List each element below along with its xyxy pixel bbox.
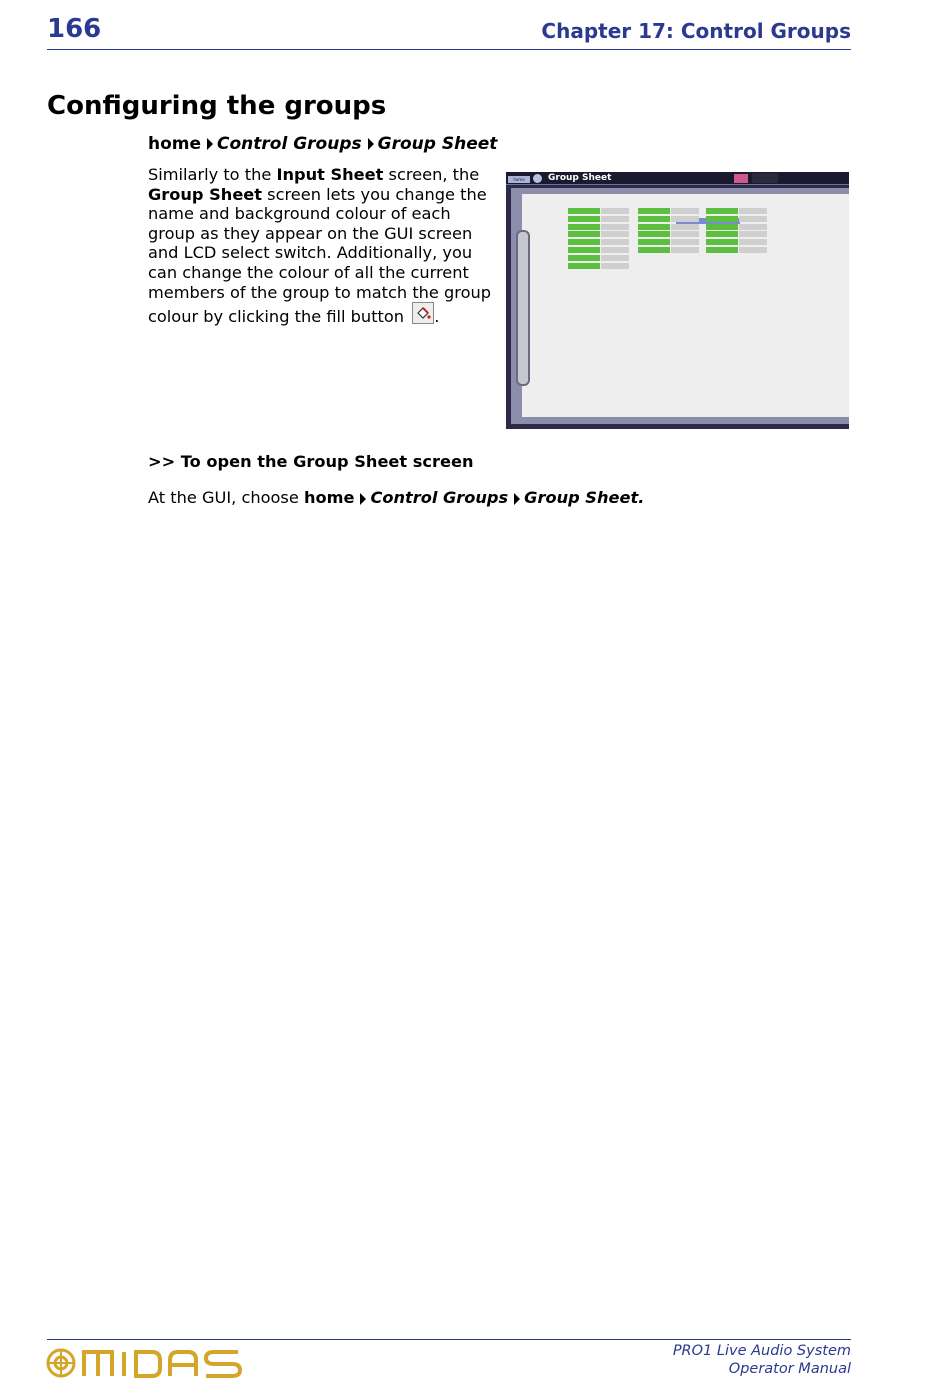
group-cell bbox=[568, 255, 600, 261]
group-controls bbox=[671, 239, 699, 245]
group-cell bbox=[568, 239, 600, 245]
group-controls bbox=[601, 255, 629, 261]
footer-rule bbox=[47, 1339, 851, 1340]
path-group-sheet: Group Sheet. bbox=[524, 488, 645, 507]
body-paragraph bbox=[148, 165, 493, 327]
group-controls bbox=[739, 208, 767, 214]
group-cell bbox=[706, 216, 738, 222]
midas-logo bbox=[46, 1346, 248, 1384]
footer-manual: Operator Manual bbox=[728, 1361, 851, 1377]
group-controls bbox=[601, 263, 629, 269]
group-cell bbox=[706, 231, 738, 237]
group-cell bbox=[568, 208, 600, 214]
group-cell bbox=[706, 239, 738, 245]
screenshot-title-bar bbox=[506, 172, 849, 185]
group-cell bbox=[568, 231, 600, 237]
group-cell bbox=[638, 231, 670, 237]
group-cell bbox=[638, 208, 670, 214]
group-controls bbox=[739, 224, 767, 230]
body-text: . bbox=[434, 307, 440, 327]
group-controls bbox=[601, 231, 629, 237]
screenshot-title: Group Sheet bbox=[548, 173, 612, 183]
group-cell bbox=[568, 263, 600, 269]
group-cell bbox=[568, 216, 600, 222]
group-cell bbox=[706, 224, 738, 230]
procedure-text bbox=[148, 488, 644, 507]
page-header bbox=[47, 12, 851, 50]
group-controls bbox=[671, 224, 699, 230]
screenshot-alert-icon bbox=[734, 174, 748, 183]
screenshot-home-button: home bbox=[508, 176, 530, 183]
arrow-right-icon bbox=[514, 493, 520, 505]
group-cell bbox=[638, 216, 670, 222]
group-cell bbox=[568, 224, 600, 230]
path-home: home bbox=[303, 488, 355, 507]
arrow-right-icon bbox=[368, 138, 374, 150]
procedure-lead: At the GUI, choose bbox=[148, 488, 304, 507]
chapter-title: Chapter 17: Control Groups bbox=[541, 19, 851, 43]
procedure-heading: >> To open the Group Sheet screen bbox=[148, 452, 474, 471]
breadcrumb-home: home bbox=[148, 134, 202, 154]
group-cell bbox=[568, 247, 600, 253]
body-text: Similarly to the bbox=[148, 165, 277, 184]
screenshot-scroll-handle bbox=[516, 230, 530, 386]
body-text: screen, the bbox=[383, 165, 480, 184]
group-cell bbox=[638, 247, 670, 253]
input-sheet-term: Input Sheet bbox=[276, 165, 384, 184]
body-text: screen lets you change the name and background colour of each group as they appear on the GUI screen and LCD select switch. Additionally, you can change the colour of all the current members of the group to match the group colour by clicking the fill button bbox=[148, 184, 492, 327]
footer-product: PRO1 Live Audio System bbox=[672, 1343, 851, 1359]
breadcrumb-group-sheet: Group Sheet bbox=[377, 134, 498, 154]
group-controls bbox=[739, 247, 767, 253]
fill-button-icon bbox=[412, 302, 434, 324]
breadcrumb bbox=[148, 134, 497, 154]
group-controls bbox=[739, 216, 767, 222]
screenshot-canvas bbox=[522, 194, 849, 417]
group-sheet-term: Group Sheet bbox=[148, 184, 263, 204]
group-controls bbox=[739, 239, 767, 245]
group-sheet-screenshot bbox=[506, 172, 849, 429]
screenshot-info-panel bbox=[752, 173, 778, 183]
group-cell bbox=[706, 208, 738, 214]
page-number: 166 bbox=[47, 14, 102, 44]
group-controls bbox=[671, 208, 699, 214]
section-title: Configuring the groups bbox=[47, 91, 387, 121]
group-controls bbox=[601, 216, 629, 222]
group-controls bbox=[671, 231, 699, 237]
arrow-right-icon bbox=[207, 138, 213, 150]
group-controls bbox=[601, 239, 629, 245]
group-cell bbox=[638, 239, 670, 245]
group-controls bbox=[671, 247, 699, 253]
arrow-right-icon bbox=[360, 493, 366, 505]
group-controls bbox=[739, 231, 767, 237]
globe-icon bbox=[533, 174, 542, 183]
group-controls bbox=[601, 208, 629, 214]
group-cell bbox=[638, 224, 670, 230]
path-control-groups: Control Groups bbox=[370, 488, 509, 507]
group-controls bbox=[601, 247, 629, 253]
group-cell bbox=[706, 247, 738, 253]
group-controls bbox=[601, 224, 629, 230]
group-controls bbox=[671, 216, 699, 222]
breadcrumb-control-groups: Control Groups bbox=[217, 134, 362, 154]
